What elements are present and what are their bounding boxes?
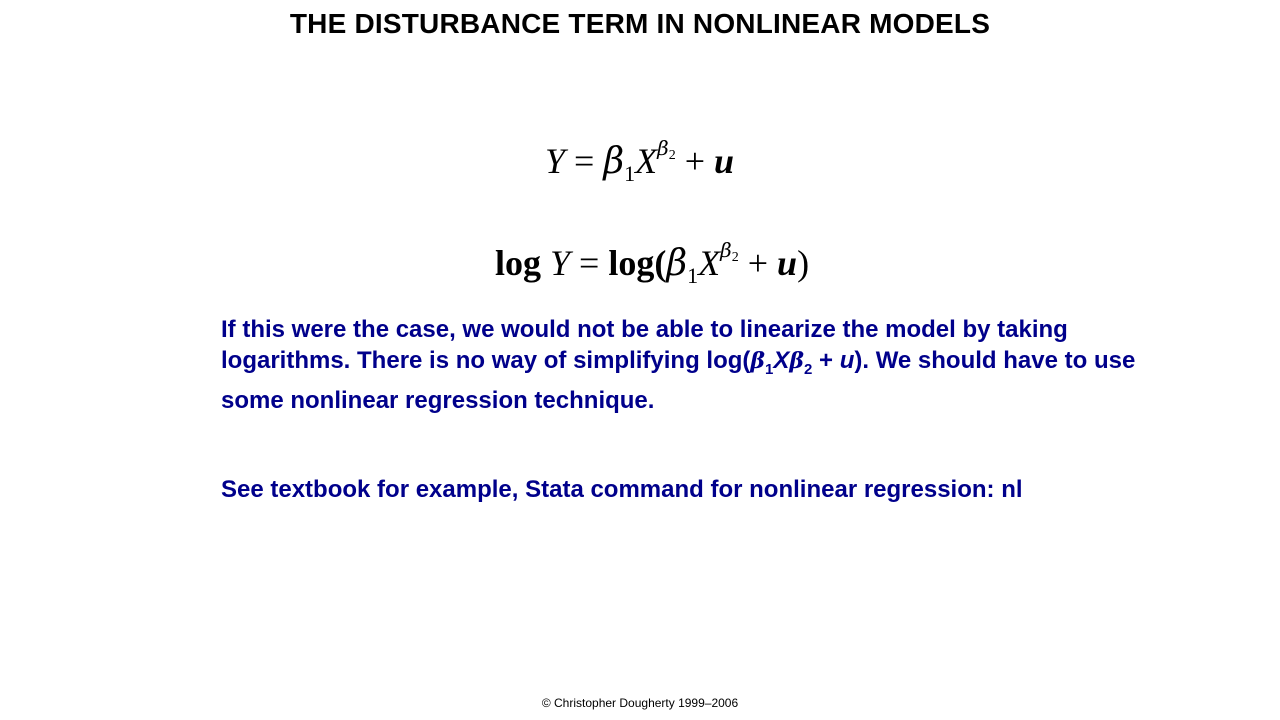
eq2-u: u: [777, 243, 798, 283]
eq2-exp-sub2: 2: [731, 250, 739, 265]
eq2-equals: =: [570, 243, 609, 283]
p1-u: u: [839, 347, 855, 374]
eq1-beta: β: [603, 141, 625, 182]
p1-part2: +: [812, 347, 840, 374]
eq2-sub1: 1: [687, 263, 699, 288]
equation-nonlinear-model: [545, 136, 734, 187]
copyright-footer: © Christopher Dougherty 1999–2006: [541, 696, 739, 710]
eq1-u: u: [714, 141, 735, 181]
eq1-exponent: [657, 136, 676, 163]
eq1-x: X: [635, 141, 658, 181]
eq1-plus: +: [675, 141, 715, 181]
eq2-exp-beta: β: [720, 238, 732, 262]
explanation-paragraph: [221, 314, 1181, 416]
p1-part3: ). We should have to use some nonlinear regression technique.: [221, 347, 1136, 414]
eq2-beta: β: [666, 243, 688, 284]
p1-beta2: β: [789, 348, 804, 374]
eq2-y: Y: [550, 243, 571, 283]
eq2-log: log: [495, 243, 542, 283]
equation-log-model: [495, 238, 809, 289]
eq1-y: Y: [545, 141, 566, 181]
p1-beta1: β: [750, 348, 766, 374]
eq2-log-open: log(: [608, 243, 667, 283]
p1-x: X: [773, 347, 790, 374]
eq2-x: X: [698, 243, 721, 283]
slide-title: THE DISTURBANCE TERM IN NONLINEAR MODELS: [289, 8, 991, 39]
p1-sub1: 1: [765, 361, 774, 378]
textbook-reference: See textbook for example, Stata command for nonlinear regression: nl: [221, 476, 1023, 503]
eq1-sub1: 1: [624, 161, 636, 186]
p1-sub2: 2: [803, 361, 813, 378]
eq1-exp-beta: β: [657, 136, 669, 160]
eq1-equals: =: [565, 141, 604, 181]
eq1-exp-sub2: 2: [668, 148, 676, 163]
eq2-plus: +: [738, 243, 778, 283]
eq2-exponent: [720, 238, 739, 265]
p1-part1: If this were the case, we would not be able to linearize the model by taking logarithms. There is no way of simplifying log(: [221, 316, 1068, 374]
eq2-close: ): [797, 243, 810, 283]
